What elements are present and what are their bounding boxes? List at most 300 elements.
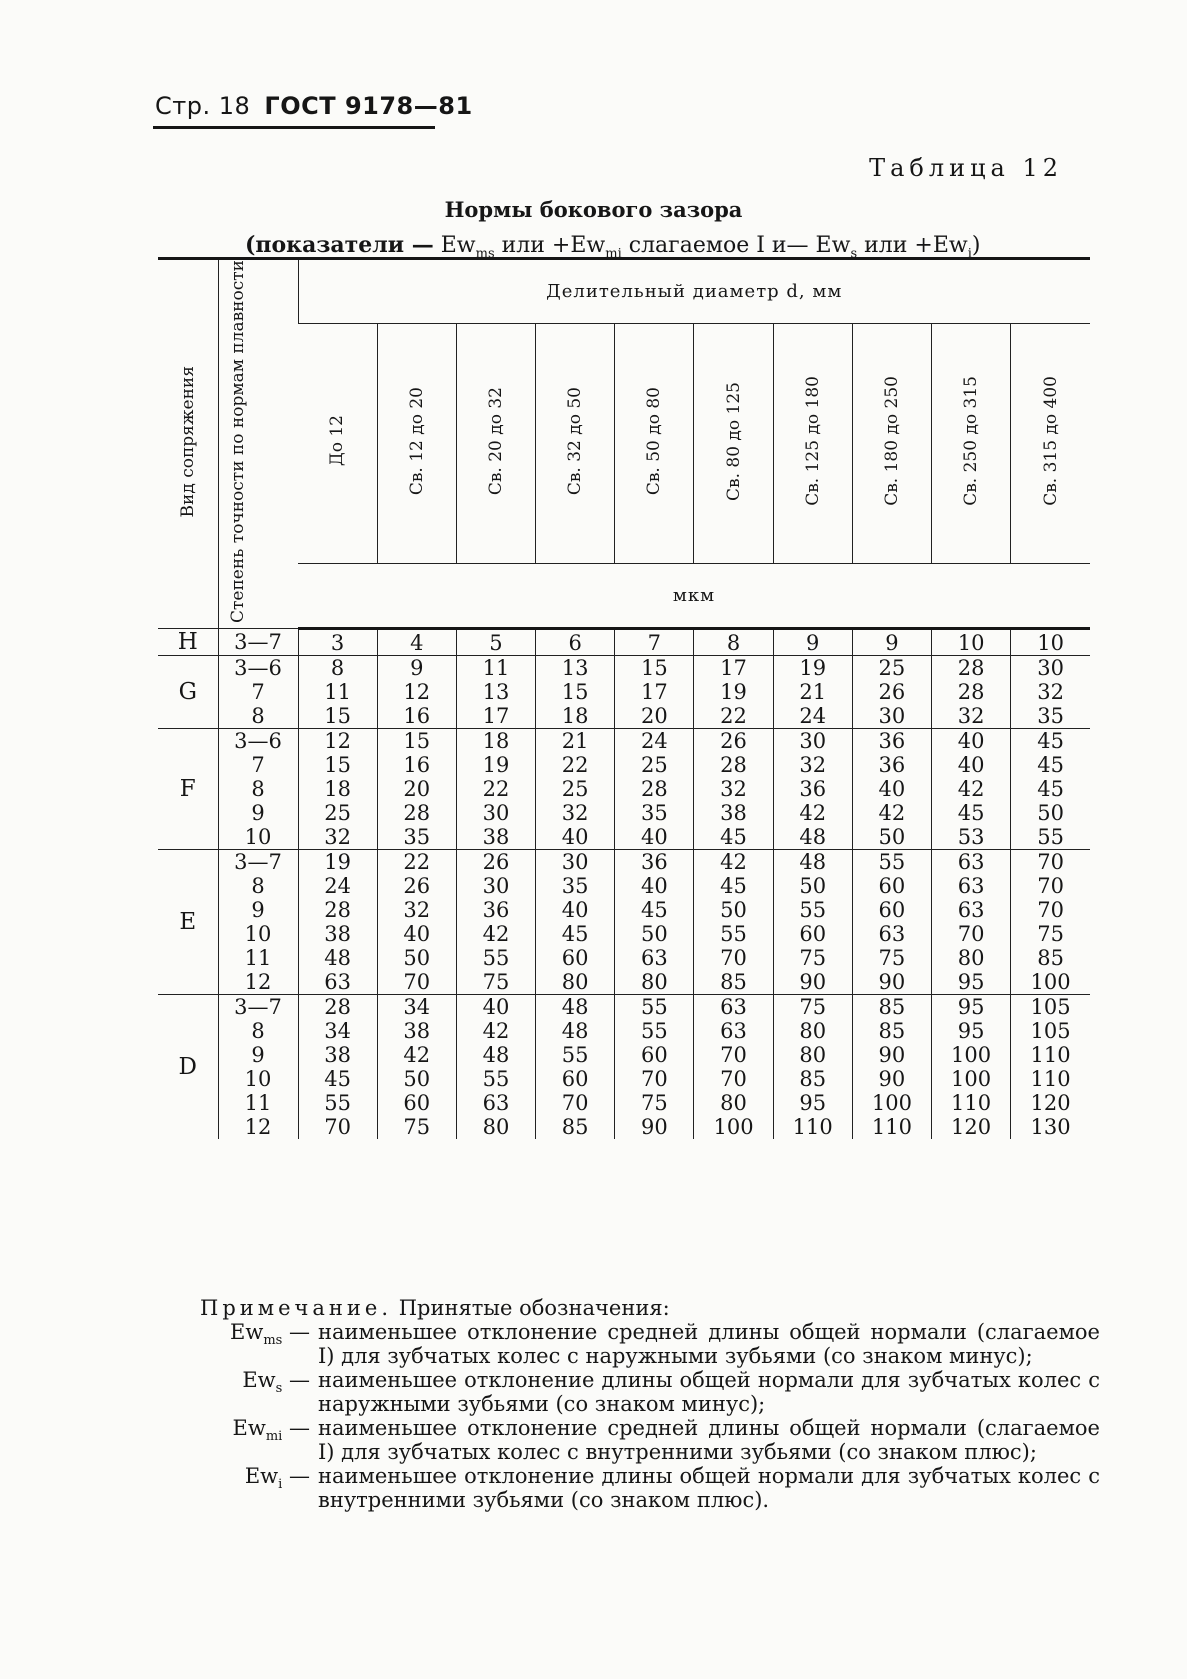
backlash-value: 28 xyxy=(640,777,668,802)
backlash-value: 13 xyxy=(561,656,589,681)
table-row xyxy=(158,629,1090,656)
backlash-value: 32 xyxy=(799,753,827,778)
backlash-value: 45 xyxy=(720,874,747,899)
backlash-value: 42 xyxy=(482,1019,510,1044)
backlash-value: 50 xyxy=(403,1067,431,1092)
backlash-value: 90 xyxy=(799,970,827,995)
backlash-value: 4 xyxy=(410,630,424,655)
backlash-value: 35 xyxy=(403,825,431,850)
backlash-value: 22 xyxy=(561,753,589,778)
backlash-value: 75 xyxy=(640,1091,668,1116)
grade-value: 9 xyxy=(251,898,265,923)
backlash-value: 26 xyxy=(403,874,431,899)
backlash-value: 9 xyxy=(410,656,424,681)
value-cell xyxy=(536,629,615,656)
backlash-value: 90 xyxy=(878,1043,906,1068)
accuracy-grades xyxy=(218,729,298,850)
grade-value: 8 xyxy=(251,874,265,899)
backlash-value: 40 xyxy=(640,874,668,899)
value-cell xyxy=(932,995,1011,1140)
backlash-value: 50 xyxy=(799,874,827,899)
backlash-value: 22 xyxy=(720,704,747,729)
table-title: Нормы бокового зазора xyxy=(444,197,743,222)
value-cell xyxy=(773,729,852,850)
value-cell xyxy=(298,850,377,995)
backlash-value: 22 xyxy=(403,850,431,875)
backlash-value: 48 xyxy=(561,995,589,1020)
backlash-value: 42 xyxy=(878,801,906,826)
backlash-value: 105 xyxy=(1030,995,1071,1020)
backlash-value: 60 xyxy=(561,946,589,971)
backlash-value: 95 xyxy=(957,1019,985,1044)
page-number: Стр. 18 xyxy=(155,92,251,120)
backlash-value: 55 xyxy=(561,1043,589,1068)
value-cell xyxy=(773,995,852,1140)
backlash-value: 36 xyxy=(878,729,906,754)
backlash-value: 9 xyxy=(806,630,820,655)
backlash-value: 35 xyxy=(1037,704,1064,729)
value-cell xyxy=(615,850,694,995)
grade-value: 12 xyxy=(244,1115,272,1140)
backlash-value: 75 xyxy=(403,1115,431,1140)
value-cell xyxy=(694,729,773,850)
diameter-col-3: Св. 32 до 50 xyxy=(536,323,615,563)
backlash-value: 28 xyxy=(957,680,985,705)
backlash-value: 34 xyxy=(403,995,431,1020)
sym-ewmi: $Ew_{mi}$ xyxy=(570,233,622,262)
backlash-value: 110 xyxy=(951,1091,992,1116)
backlash-value: 30 xyxy=(482,874,510,899)
value-cell xyxy=(456,850,535,995)
backlash-value: 45 xyxy=(957,801,985,826)
grade-value: 9 xyxy=(251,1043,265,1068)
backlash-value: 21 xyxy=(799,680,827,705)
mating-kind: H xyxy=(158,629,218,656)
backlash-value: 55 xyxy=(1037,825,1064,850)
value-cell xyxy=(377,995,456,1140)
backlash-value: 35 xyxy=(640,801,668,826)
backlash-value: 35 xyxy=(561,874,589,899)
grade-value: 10 xyxy=(244,825,272,850)
backlash-value: 15 xyxy=(561,680,589,705)
backlash-value: 40 xyxy=(561,825,589,850)
grade-value: 3—7 xyxy=(234,850,282,875)
backlash-value: 28 xyxy=(957,656,985,681)
subtitle-text: слагаемое I и— xyxy=(621,233,816,258)
backlash-value: 21 xyxy=(561,729,589,754)
backlash-value: 45 xyxy=(720,825,747,850)
grade-value: 12 xyxy=(244,970,272,995)
backlash-value: 15 xyxy=(324,704,351,729)
backlash-value: 28 xyxy=(324,898,351,923)
col-header-kind: Вид сопряжения xyxy=(158,259,218,629)
backlash-value: 90 xyxy=(878,1067,906,1092)
value-cell xyxy=(298,729,377,850)
value-cell xyxy=(456,629,535,656)
value-cell xyxy=(456,995,535,1140)
backlash-value: 130 xyxy=(1030,1115,1071,1140)
value-cell xyxy=(1011,629,1090,656)
backlash-value: 55 xyxy=(640,1019,668,1044)
note-symbol: $Ew_s$ — xyxy=(242,1368,310,1397)
backlash-value: 95 xyxy=(957,970,985,995)
backlash-value: 9 xyxy=(885,630,899,655)
backlash-value: 70 xyxy=(324,1115,351,1140)
page-header xyxy=(155,92,473,120)
value-cell xyxy=(298,629,377,656)
backlash-value: 38 xyxy=(324,1043,351,1068)
backlash-value: 100 xyxy=(871,1091,912,1116)
value-cell xyxy=(852,850,931,995)
backlash-value: 110 xyxy=(792,1115,833,1140)
backlash-value: 32 xyxy=(561,801,589,826)
backlash-value: 32 xyxy=(1037,680,1064,705)
value-cell xyxy=(536,729,615,850)
note-text: наименьшее отклонение средней длины общей нормали (слагаемое I) для зубчатых колес с внутренними зубьями (со знаком плюс); xyxy=(318,1416,1100,1464)
value-cell xyxy=(694,656,773,729)
accuracy-grades xyxy=(218,995,298,1140)
value-cell xyxy=(615,995,694,1140)
diameter-col-5: Св. 80 до 125 xyxy=(694,323,773,563)
value-cell xyxy=(377,850,456,995)
backlash-value: 26 xyxy=(720,729,747,754)
backlash-value: 12 xyxy=(403,680,431,705)
value-cell xyxy=(536,850,615,995)
table-note xyxy=(200,1296,1100,1512)
backlash-value: 90 xyxy=(878,970,906,995)
note-item xyxy=(200,1368,1100,1416)
backlash-value: 30 xyxy=(878,704,906,729)
backlash-value: 63 xyxy=(482,1091,510,1116)
backlash-value: 63 xyxy=(957,898,985,923)
value-cell xyxy=(694,850,773,995)
backlash-value: 28 xyxy=(403,801,431,826)
backlash-value: 80 xyxy=(799,1043,827,1068)
value-cell xyxy=(852,729,931,850)
value-cell xyxy=(536,995,615,1140)
backlash-value: 48 xyxy=(561,1019,589,1044)
backlash-value: 55 xyxy=(878,850,906,875)
backlash-value: 10 xyxy=(957,630,985,655)
note-text: наименьшее отклонение длины общей нормали для зубчатых колес с наружными зубьями (со знаком минус); xyxy=(318,1368,1100,1416)
backlash-value: 32 xyxy=(403,898,431,923)
backlash-value: 22 xyxy=(482,777,510,802)
backlash-value: 60 xyxy=(640,1043,668,1068)
backlash-value: 60 xyxy=(799,922,827,947)
backlash-value: 40 xyxy=(403,922,431,947)
diameter-header: Делительный диаметр d, мм xyxy=(298,259,1090,324)
backlash-value: 30 xyxy=(1037,656,1064,681)
table-row xyxy=(158,995,1090,1140)
backlash-value: 10 xyxy=(1037,630,1064,655)
value-cell xyxy=(852,629,931,656)
backlash-value: 90 xyxy=(640,1115,668,1140)
backlash-value: 50 xyxy=(720,898,747,923)
backlash-value: 53 xyxy=(957,825,985,850)
value-cell xyxy=(773,850,852,995)
backlash-value: 63 xyxy=(720,1019,747,1044)
backlash-value: 42 xyxy=(720,850,747,875)
backlash-value: 75 xyxy=(878,946,906,971)
subtitle-text: или + xyxy=(857,233,933,258)
backlash-value: 42 xyxy=(403,1043,431,1068)
value-cell xyxy=(1011,995,1090,1140)
backlash-value: 42 xyxy=(957,777,985,802)
backlash-value: 70 xyxy=(720,946,747,971)
backlash-value: 8 xyxy=(726,630,741,655)
grade-value: 8 xyxy=(251,1019,265,1044)
backlash-value: 60 xyxy=(403,1091,431,1116)
backlash-value: 75 xyxy=(1037,922,1064,947)
value-cell xyxy=(456,656,535,729)
value-cell xyxy=(377,729,456,850)
backlash-value: 55 xyxy=(324,1091,351,1116)
mating-kind: F xyxy=(158,729,218,850)
diameter-col-0: До 12 xyxy=(298,323,377,563)
backlash-value: 6 xyxy=(568,630,582,655)
backlash-value: 38 xyxy=(720,801,747,826)
backlash-value: 80 xyxy=(561,970,589,995)
backlash-value: 70 xyxy=(957,922,985,947)
backlash-value: 45 xyxy=(561,922,589,947)
backlash-value: 55 xyxy=(482,1067,510,1092)
backlash-value: 26 xyxy=(878,680,906,705)
value-cell xyxy=(694,629,773,656)
backlash-value: 11 xyxy=(324,680,351,705)
note-text: наименьшее отклонение средней длины общей нормали (слагаемое I) для зубчатых колес с наружными зубьями (со знаком минус); xyxy=(318,1320,1100,1368)
backlash-value: 45 xyxy=(640,898,668,923)
value-cell xyxy=(615,656,694,729)
diameter-col-9: Св. 315 до 400 xyxy=(1011,323,1090,563)
unit-header: мкм xyxy=(298,564,1090,629)
grade-value: 8 xyxy=(251,777,265,802)
standard-number: ГОСТ 9178—81 xyxy=(264,92,473,120)
value-cell xyxy=(773,629,852,656)
backlash-value: 55 xyxy=(482,946,510,971)
backlash-value: 63 xyxy=(957,874,985,899)
backlash-value: 80 xyxy=(799,1019,827,1044)
diameter-col-8: Св. 250 до 315 xyxy=(932,323,1011,563)
backlash-value: 25 xyxy=(561,777,589,802)
backlash-value: 70 xyxy=(1037,850,1064,875)
mating-kind: E xyxy=(158,850,218,995)
backlash-value: 26 xyxy=(482,850,510,875)
backlash-value: 30 xyxy=(482,801,510,826)
diameter-col-6: Св. 125 до 180 xyxy=(773,323,852,563)
backlash-value: 16 xyxy=(403,753,431,778)
grade-value: 3—6 xyxy=(234,656,282,681)
backlash-value: 63 xyxy=(878,922,906,947)
backlash-value: 75 xyxy=(799,946,827,971)
backlash-value: 63 xyxy=(640,946,668,971)
backlash-value: 100 xyxy=(951,1043,992,1068)
backlash-value: 36 xyxy=(878,753,906,778)
backlash-value: 100 xyxy=(713,1115,754,1140)
backlash-value: 38 xyxy=(403,1019,431,1044)
accuracy-grades xyxy=(218,629,298,656)
subtitle-prefix: (показатели — xyxy=(245,232,434,258)
backlash-value: 40 xyxy=(957,729,985,754)
backlash-value: 55 xyxy=(640,995,668,1020)
backlash-value: 40 xyxy=(957,753,985,778)
value-cell xyxy=(1011,850,1090,995)
backlash-value: 70 xyxy=(561,1091,589,1116)
backlash-value: 85 xyxy=(878,995,906,1020)
backlash-value: 38 xyxy=(324,922,351,947)
grade-value: 11 xyxy=(244,1091,272,1116)
backlash-value: 5 xyxy=(489,630,503,655)
grade-value: 10 xyxy=(244,1067,272,1092)
backlash-value: 13 xyxy=(482,680,510,705)
backlash-value: 42 xyxy=(799,801,827,826)
value-cell xyxy=(1011,656,1090,729)
backlash-value: 70 xyxy=(720,1067,747,1092)
sym-ews: $Ew_s$ xyxy=(815,233,858,262)
backlash-value: 11 xyxy=(482,656,510,681)
grade-value: 7 xyxy=(251,680,265,705)
diameter-col-2: Св. 20 до 32 xyxy=(456,323,535,563)
value-cell xyxy=(932,729,1011,850)
backlash-value: 15 xyxy=(403,729,431,754)
backlash-value: 8 xyxy=(330,656,345,681)
subtitle-text: ) xyxy=(971,233,981,258)
backlash-value: 110 xyxy=(1030,1067,1071,1092)
accuracy-grades xyxy=(218,656,298,729)
grade-value: 3—6 xyxy=(234,729,282,754)
note-item xyxy=(200,1320,1100,1368)
backlash-value: 40 xyxy=(640,825,668,850)
value-cell xyxy=(773,656,852,729)
backlash-value: 60 xyxy=(878,874,906,899)
backlash-value: 28 xyxy=(720,753,747,778)
backlash-value: 105 xyxy=(1030,1019,1071,1044)
backlash-value: 45 xyxy=(1037,753,1064,778)
backlash-value: 19 xyxy=(799,656,827,681)
backlash-value: 63 xyxy=(324,970,351,995)
note-symbol: $Ew_{mi}$ — xyxy=(232,1416,310,1445)
backlash-value: 36 xyxy=(799,777,827,802)
note-item xyxy=(200,1416,1100,1464)
value-cell xyxy=(1011,729,1090,850)
backlash-value: 80 xyxy=(640,970,668,995)
note-item xyxy=(200,1464,1100,1512)
note-caption: Примечание. xyxy=(200,1296,393,1320)
mating-kind: D xyxy=(178,1054,197,1081)
backlash-value: 20 xyxy=(640,704,668,729)
backlash-value: 48 xyxy=(482,1043,510,1068)
grade-value: 3—7 xyxy=(234,630,282,655)
backlash-value: 18 xyxy=(482,729,510,754)
value-cell xyxy=(456,729,535,850)
backlash-value: 85 xyxy=(561,1115,589,1140)
backlash-value: 100 xyxy=(1030,970,1071,995)
backlash-value: 50 xyxy=(1037,801,1064,826)
backlash-value: 70 xyxy=(1037,874,1064,899)
backlash-value: 100 xyxy=(951,1067,992,1092)
value-cell xyxy=(377,629,456,656)
backlash-value: 25 xyxy=(640,753,668,778)
accuracy-grades xyxy=(218,850,298,995)
backlash-value: 45 xyxy=(1037,729,1064,754)
value-cell xyxy=(694,995,773,1140)
subtitle-text: или + xyxy=(494,233,571,258)
backlash-value: 85 xyxy=(878,1019,906,1044)
backlash-value: 55 xyxy=(799,898,827,923)
grade-value: 9 xyxy=(251,801,265,826)
backlash-value: 25 xyxy=(324,801,351,826)
backlash-value: 85 xyxy=(1037,946,1064,971)
backlash-value: 85 xyxy=(799,1067,827,1092)
value-cell xyxy=(932,656,1011,729)
backlash-value: 80 xyxy=(482,1115,510,1140)
backlash-value: 48 xyxy=(799,825,827,850)
backlash-value: 19 xyxy=(324,850,351,875)
table-label: Таблица 12 xyxy=(869,154,1063,182)
backlash-value: 36 xyxy=(640,850,668,875)
backlash-value: 120 xyxy=(1030,1091,1071,1116)
value-cell xyxy=(932,629,1011,656)
value-cell xyxy=(615,729,694,850)
backlash-value: 70 xyxy=(403,970,431,995)
note-text: наименьшее отклонение длины общей нормали для зубчатых колес с внутренними зубьями (со знаком плюс). xyxy=(318,1464,1100,1512)
backlash-value: 24 xyxy=(324,874,351,899)
backlash-value: 25 xyxy=(878,656,906,681)
col-header-grade: Степень точности по нормам плавности xyxy=(218,259,298,629)
backlash-value: 20 xyxy=(403,777,431,802)
backlash-value: 38 xyxy=(482,825,510,850)
backlash-value: 18 xyxy=(324,777,351,802)
backlash-value: 7 xyxy=(647,630,662,655)
value-cell xyxy=(615,629,694,656)
value-cell xyxy=(536,656,615,729)
backlash-value: 60 xyxy=(561,1067,589,1092)
table-row xyxy=(158,729,1090,850)
diameter-col-7: Св. 180 до 250 xyxy=(852,323,931,563)
backlash-value: 40 xyxy=(878,777,906,802)
backlash-value: 70 xyxy=(640,1067,668,1092)
backlash-value: 50 xyxy=(878,825,906,850)
backlash-value: 32 xyxy=(720,777,747,802)
backlash-value: 63 xyxy=(957,850,985,875)
backlash-value: 55 xyxy=(720,922,747,947)
value-cell xyxy=(298,656,377,729)
backlash-value: 85 xyxy=(720,970,747,995)
backlash-value: 75 xyxy=(799,995,827,1020)
backlash-value: 80 xyxy=(720,1091,747,1116)
backlash-value: 60 xyxy=(878,898,906,923)
backlash-value: 110 xyxy=(871,1115,912,1140)
backlash-value: 95 xyxy=(799,1091,827,1116)
backlash-value: 70 xyxy=(720,1043,747,1068)
backlash-value: 15 xyxy=(640,656,668,681)
backlash-value: 50 xyxy=(640,922,668,947)
sym-ewms: $Ew_{ms}$ xyxy=(440,233,495,262)
backlash-value: 40 xyxy=(561,898,589,923)
value-cell xyxy=(377,656,456,729)
grade-value: 10 xyxy=(244,922,272,947)
backlash-value: 75 xyxy=(482,970,510,995)
note-symbol: $Ew_{ms}$ — xyxy=(230,1320,310,1349)
backlash-value: 30 xyxy=(799,729,827,754)
note-caption-rest: Принятые обозначения: xyxy=(392,1296,670,1320)
backlash-value: 45 xyxy=(324,1067,351,1092)
note-symbol: $Ew_i$ — xyxy=(244,1464,310,1493)
grade-value: 8 xyxy=(251,704,265,729)
sym-ewi: $Ew_i$ xyxy=(932,233,972,262)
mating-kind: G xyxy=(158,656,218,729)
backlash-value: 70 xyxy=(1037,898,1064,923)
backlash-value: 17 xyxy=(482,704,510,729)
